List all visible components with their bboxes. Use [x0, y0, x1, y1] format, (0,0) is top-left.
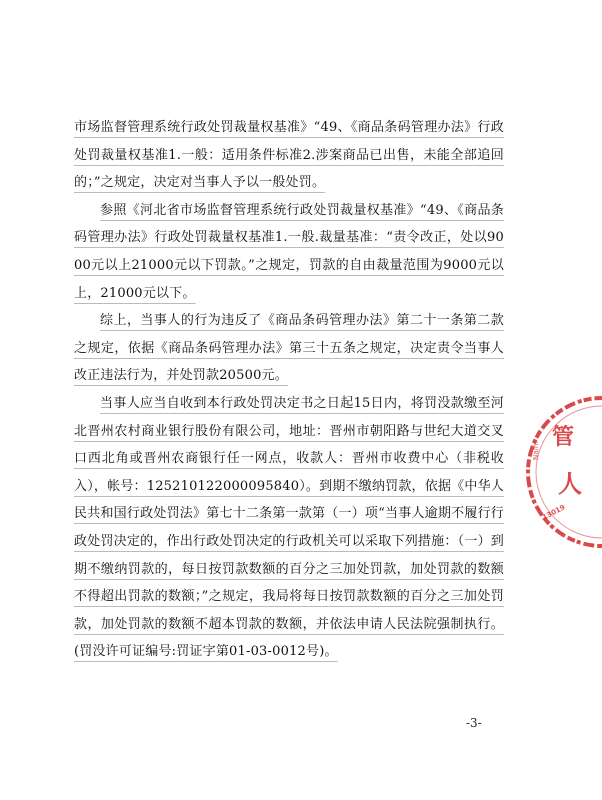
seal-bottom-text: 13019 — [541, 503, 567, 522]
seal-char-2: 人 — [558, 469, 582, 498]
paragraph-2: 参照《河北省市场监督管理系统行政处罚裁量权基准》“49、《商品条码管理办法》行政处罚裁量权基准1.一般.裁量基准：“责令改正，处以9000元以上21000元以下罚款。”之规定，罚款的自由裁量范围为9000元以上，21000元以下。 — [74, 202, 504, 301]
paragraph-3: 综上，当事人的行为违反了《商品条码管理办法》第二十一条第二款之规定，依据《商品条码管理办法》第三十五条之规定，决定责令当事人改正违法行为，并处罚款20500元。 — [74, 313, 504, 384]
official-seal-stamp — [522, 392, 602, 552]
document-body — [74, 114, 504, 666]
paragraph-1: 市场监督管理系统行政处罚裁量权基准》“49、《商品条码管理办法》行政处罚裁量权基准1.一般：适用条件标准2.涉案商品已出售，未能全部追回的；”之规定，决定对当事人予以一般处罚。 — [74, 120, 504, 191]
seal-char-1: 管 — [552, 424, 575, 450]
seal-side-text: Na/m — [532, 441, 540, 460]
page-number: -3- — [466, 716, 482, 730]
paragraph-4: 当事人应当自收到本行政处罚决定书之日起15日内，将罚没款缴至河北晋州农村商业银行股份有限公司，地址：晋州市朝阳路与世纪大道交叉口西北角或晋州农商银行任一网点，收款人：晋州市收费中心（非税收入），帐号：125210122000095840）。到期不缴纳罚款，依据《中华人民共和国行政处罚法》第七十二条第一款第（一）项“当事人逾期不履行行政处罚决定的，作出行政处罚决定的行政机关可以采取下列措施：（一）到期不缴纳罚款的，每日按罚款数额的百分之三加处罚款，加处罚款的数额不得超出罚款的数额；”之规定，我局将每日按罚款数额的百分之三加处罚款，加处罚款的数额不超本罚款的数额，并依法申请人民法院强制执行。(罚没许可证编号:罚证字第01-03-0012号)。 — [74, 395, 504, 660]
